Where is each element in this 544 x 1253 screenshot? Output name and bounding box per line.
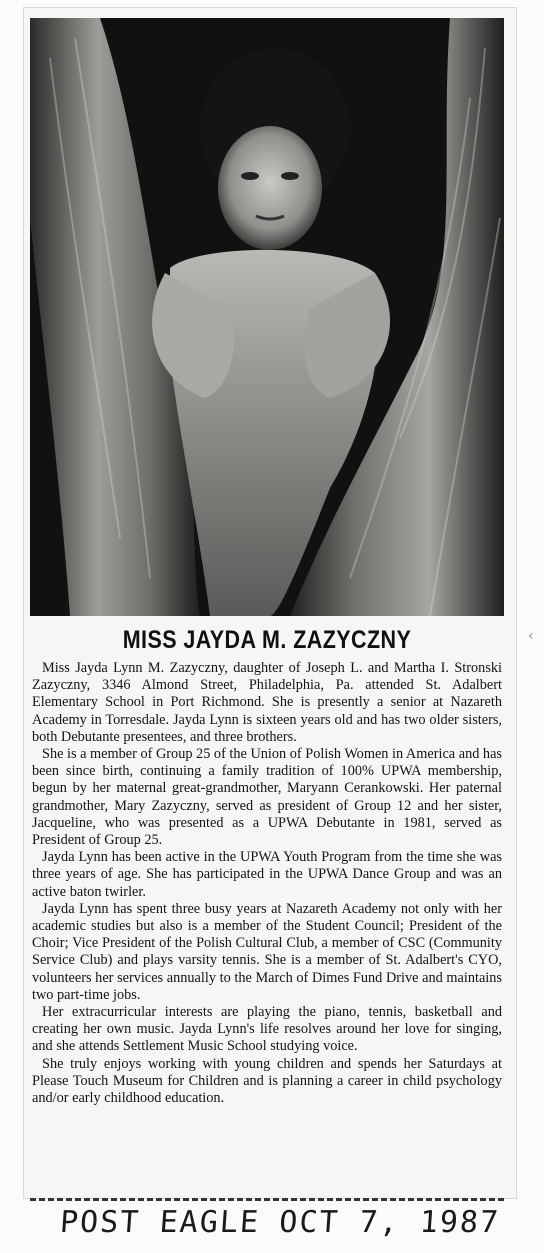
article-paragraph: Miss Jayda Lynn M. Zazyczny, daughter of Joseph L. and Martha I. Stronski Zazyczny, 3346 Almond Street, Philadelphia, Pa. attended St. Adalbert Elementary School in Port Richmond. She is presently a senior at Nazareth Academy in Torresdale. Jayda Lynn is sixteen years old and has two older sisters, both Debutante presentees, and three brothers. <box>32 660 502 745</box>
article-body <box>32 660 502 1107</box>
handwritten-publication-word: POST <box>58 1205 142 1240</box>
handwritten-publication-word: EAGLE <box>158 1205 262 1240</box>
article-paragraph: Her extracurricular interests are playing the piano, tennis, basketball and creating her own music. Jayda Lynn's life resolves around her love for singing, and she attends Settlement Music School studying voice. <box>32 1004 502 1055</box>
dashed-divider <box>30 1198 504 1201</box>
article-headline: MISS JAYDA M. ZAZYCZNY <box>122 626 412 654</box>
handwritten-date: OCT 7, 1987 <box>278 1205 502 1240</box>
portrait-photo <box>30 18 504 616</box>
article-paragraph: Jayda Lynn has been active in the UPWA Youth Program from the time she was three years of age. She has participated in the UPWA Dance Group and was an active baton twirler. <box>32 849 502 900</box>
article-paragraph: She is a member of Group 25 of the Union of Polish Women in America and has been since birth, continuing a family tradition of 100% UPWA membership, begun by her maternal great-grandmother, Maryann Cerankowski. Her paternal grandmother, Mary Zazyczny, served as president of Group 12 and her sister, Jacqueline, who was presented as a UPWA Debutante in 1981, served as President of Group 25. <box>32 746 502 849</box>
article-paragraph: Jayda Lynn has spent three busy years at Nazareth Academy not only with her academic studies but also is a member of the Student Council; President of the Choir; Vice President of the Polish Cultural Club, a member of CSC (Community Service Club) and plays varsity tennis. She is a member of St. Adalbert's CYO, volunteers her services annually to the March of Dimes Fund Drive and maintains two part-time jobs. <box>32 900 502 1003</box>
article-paragraph: She truly enjoys working with young children and spends her Saturdays at Please Touch Museum for Children and is planning a career in child psychology and/or early childhood education. <box>32 1055 502 1107</box>
handwritten-source-note <box>59 1205 501 1240</box>
page-corner-mark: ‹ <box>528 628 534 644</box>
